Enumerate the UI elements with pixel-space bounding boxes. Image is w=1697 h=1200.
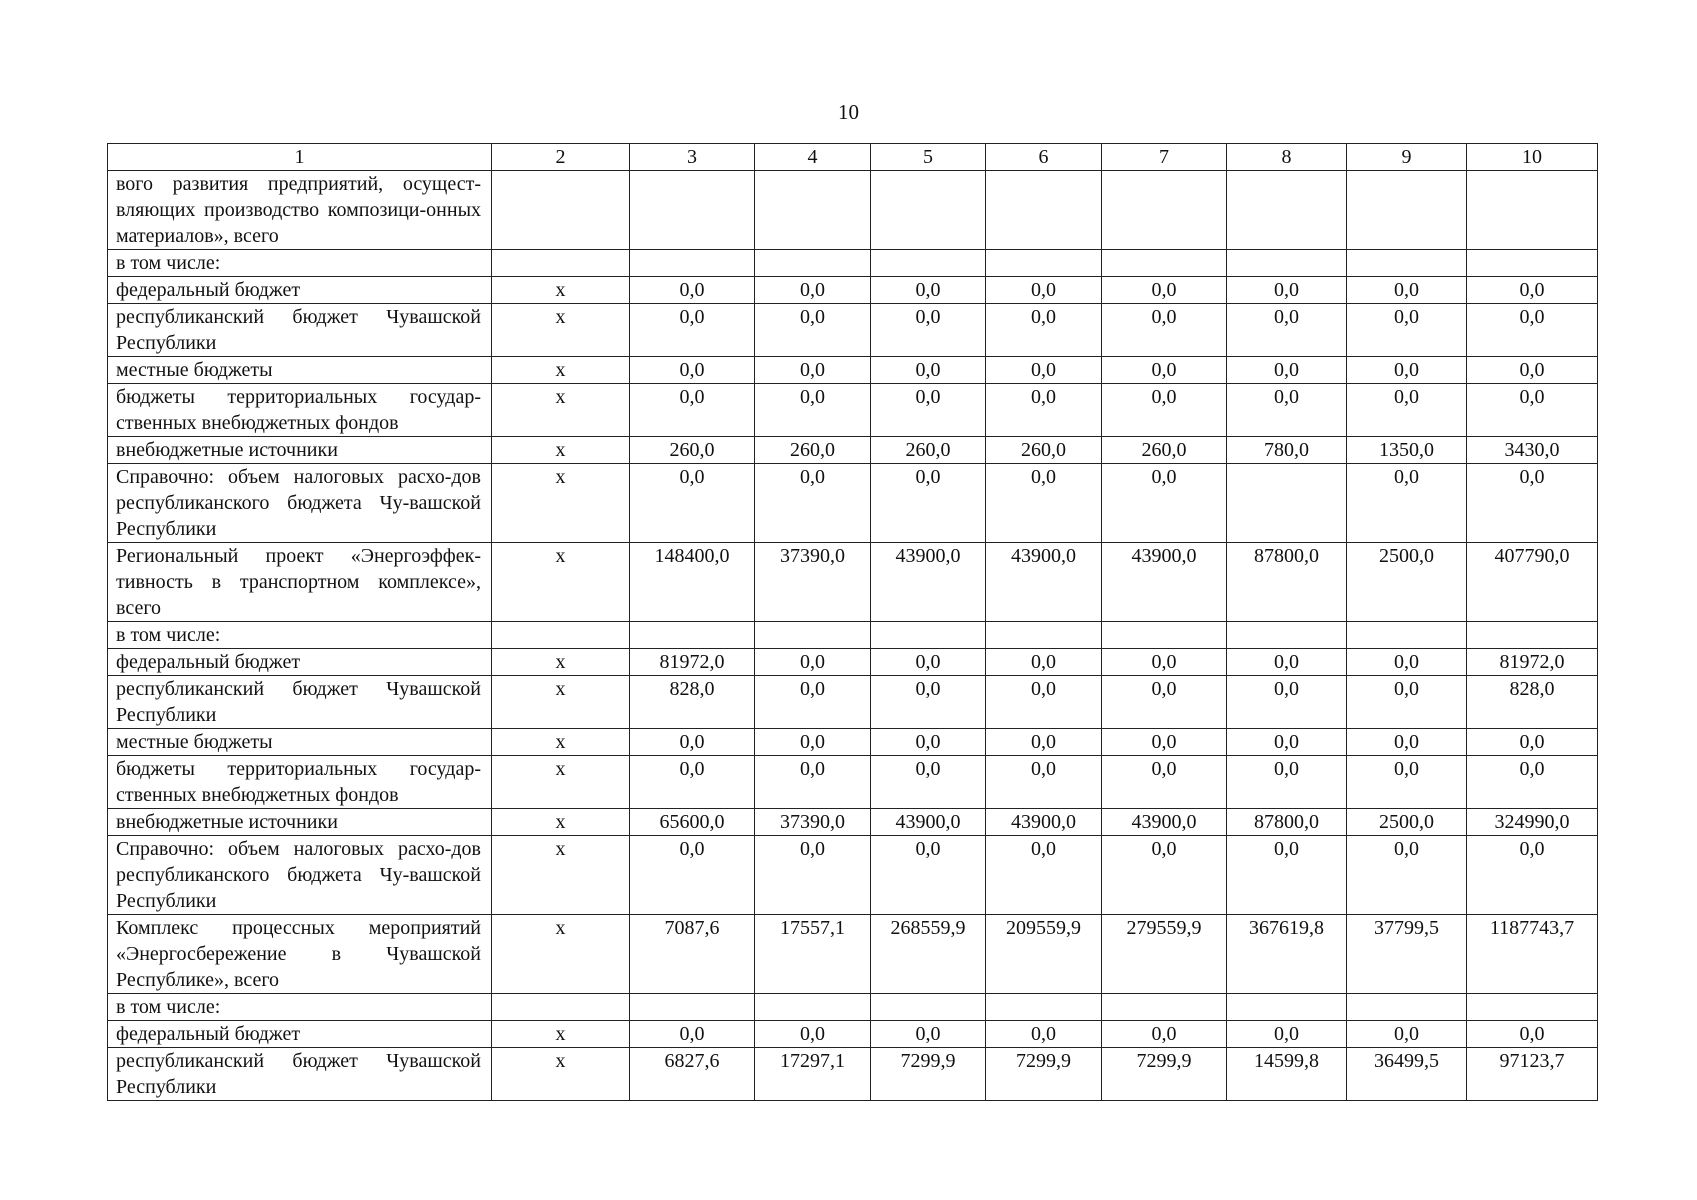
column-header-5: 5 bbox=[871, 144, 986, 171]
table-cell: х bbox=[492, 437, 630, 464]
column-header-6: 6 bbox=[986, 144, 1102, 171]
table-cell: 0,0 bbox=[1227, 676, 1347, 729]
row-label: федеральный бюджет bbox=[108, 277, 492, 304]
table-cell: 0,0 bbox=[1347, 729, 1467, 756]
table-row bbox=[108, 809, 1598, 836]
table-cell: 0,0 bbox=[871, 756, 986, 809]
table-cell: х bbox=[492, 277, 630, 304]
table-cell: 0,0 bbox=[755, 729, 871, 756]
table-cell bbox=[1227, 994, 1347, 1021]
table-cell: 0,0 bbox=[1102, 676, 1227, 729]
table-cell bbox=[755, 994, 871, 1021]
table-cell bbox=[755, 171, 871, 250]
column-header-9: 9 bbox=[1347, 144, 1467, 171]
table-cell: 828,0 bbox=[630, 676, 755, 729]
table-cell: 0,0 bbox=[1467, 384, 1598, 437]
table-cell: 367619,8 bbox=[1227, 915, 1347, 994]
row-label: бюджеты территориальных государ-ственных внебюджетных фондов bbox=[108, 756, 492, 809]
table-cell: х bbox=[492, 836, 630, 915]
row-label: местные бюджеты bbox=[108, 729, 492, 756]
table-cell: 2500,0 bbox=[1347, 809, 1467, 836]
table-cell: 0,0 bbox=[630, 729, 755, 756]
table-cell: х bbox=[492, 464, 630, 543]
table-cell: 1187743,7 bbox=[1467, 915, 1598, 994]
table-cell: 0,0 bbox=[1347, 676, 1467, 729]
table-cell: 0,0 bbox=[1347, 277, 1467, 304]
table-row bbox=[108, 357, 1598, 384]
table-cell: 0,0 bbox=[1227, 384, 1347, 437]
table-cell: 43900,0 bbox=[1102, 543, 1227, 622]
table-cell: 0,0 bbox=[1347, 304, 1467, 357]
table-cell: 0,0 bbox=[871, 384, 986, 437]
table-cell: 81972,0 bbox=[1467, 649, 1598, 676]
table-row bbox=[108, 384, 1598, 437]
table-cell: х bbox=[492, 809, 630, 836]
table-cell bbox=[1227, 622, 1347, 649]
table-cell: 780,0 bbox=[1227, 437, 1347, 464]
table-cell: 0,0 bbox=[986, 277, 1102, 304]
table-cell: 0,0 bbox=[755, 649, 871, 676]
table-row bbox=[108, 1048, 1598, 1101]
table-cell: 0,0 bbox=[1227, 1021, 1347, 1048]
table-cell bbox=[755, 622, 871, 649]
table-cell: 0,0 bbox=[755, 464, 871, 543]
table-cell: 36499,5 bbox=[1347, 1048, 1467, 1101]
table-cell: х bbox=[492, 676, 630, 729]
table-cell: х bbox=[492, 649, 630, 676]
table-row bbox=[108, 729, 1598, 756]
budget-table bbox=[107, 143, 1598, 1101]
table-cell: 7299,9 bbox=[1102, 1048, 1227, 1101]
table-cell bbox=[630, 171, 755, 250]
table-cell: 0,0 bbox=[755, 277, 871, 304]
table-cell: х bbox=[492, 1021, 630, 1048]
table-cell: х bbox=[492, 357, 630, 384]
table-cell: 0,0 bbox=[986, 676, 1102, 729]
table-cell: 0,0 bbox=[1347, 464, 1467, 543]
table-cell bbox=[1227, 250, 1347, 277]
table-cell: 0,0 bbox=[1467, 836, 1598, 915]
table-row bbox=[108, 994, 1598, 1021]
table-cell bbox=[1102, 250, 1227, 277]
table-cell: 43900,0 bbox=[986, 543, 1102, 622]
row-label: местные бюджеты bbox=[108, 357, 492, 384]
table-cell: 0,0 bbox=[871, 649, 986, 676]
table-cell: 3430,0 bbox=[1467, 437, 1598, 464]
column-header-4: 4 bbox=[755, 144, 871, 171]
table-cell: 0,0 bbox=[1467, 729, 1598, 756]
table-cell: 0,0 bbox=[986, 1021, 1102, 1048]
table-cell: 0,0 bbox=[871, 304, 986, 357]
table-cell: 37390,0 bbox=[755, 809, 871, 836]
table-cell bbox=[871, 622, 986, 649]
table-cell: 7299,9 bbox=[871, 1048, 986, 1101]
table-cell bbox=[1467, 622, 1598, 649]
row-label: Справочно: объем налоговых расхо-дов республиканского бюджета Чу-вашской Республики bbox=[108, 464, 492, 543]
table-cell: 0,0 bbox=[871, 464, 986, 543]
table-cell: 0,0 bbox=[630, 836, 755, 915]
column-header-2: 2 bbox=[492, 144, 630, 171]
table-cell: 0,0 bbox=[755, 756, 871, 809]
table-cell bbox=[492, 622, 630, 649]
table-cell: 14599,8 bbox=[1227, 1048, 1347, 1101]
table-cell bbox=[986, 171, 1102, 250]
table-cell: 0,0 bbox=[986, 729, 1102, 756]
table-cell: 148400,0 bbox=[630, 543, 755, 622]
table-cell bbox=[986, 622, 1102, 649]
table-cell: 0,0 bbox=[1467, 1021, 1598, 1048]
table-cell: 97123,7 bbox=[1467, 1048, 1598, 1101]
table-cell: 0,0 bbox=[630, 1021, 755, 1048]
table-row bbox=[108, 915, 1598, 994]
table-cell: 209559,9 bbox=[986, 915, 1102, 994]
table-cell bbox=[630, 622, 755, 649]
table-cell: 0,0 bbox=[1102, 464, 1227, 543]
table-cell bbox=[1347, 250, 1467, 277]
row-label: республиканский бюджет Чувашской Республики bbox=[108, 676, 492, 729]
row-label: вого развития предприятий, осущест-вляющих производство композици-онных материалов», всего bbox=[108, 171, 492, 250]
table-cell: 43900,0 bbox=[1102, 809, 1227, 836]
table-cell: 260,0 bbox=[986, 437, 1102, 464]
table-cell: 43900,0 bbox=[871, 543, 986, 622]
table-cell bbox=[1467, 171, 1598, 250]
table-cell: 6827,6 bbox=[630, 1048, 755, 1101]
table-cell: 2500,0 bbox=[1347, 543, 1467, 622]
table-cell: х bbox=[492, 1048, 630, 1101]
table-cell: х bbox=[492, 543, 630, 622]
table-cell: 0,0 bbox=[1347, 1021, 1467, 1048]
table-cell: х bbox=[492, 384, 630, 437]
table-cell: х bbox=[492, 304, 630, 357]
table-cell bbox=[1102, 994, 1227, 1021]
table-cell: 37390,0 bbox=[755, 543, 871, 622]
table-cell bbox=[1467, 994, 1598, 1021]
row-label: Региональный проект «Энергоэффек-тивность в транспортном комплексе», всего bbox=[108, 543, 492, 622]
table-cell bbox=[871, 994, 986, 1021]
table-cell: 260,0 bbox=[1102, 437, 1227, 464]
table-cell: 0,0 bbox=[755, 357, 871, 384]
row-label: федеральный бюджет bbox=[108, 649, 492, 676]
row-label: внебюджетные источники bbox=[108, 809, 492, 836]
table-cell: 17557,1 bbox=[755, 915, 871, 994]
table-cell: 0,0 bbox=[1467, 756, 1598, 809]
table-cell: 0,0 bbox=[871, 1021, 986, 1048]
table-cell: х bbox=[492, 915, 630, 994]
table-cell: 260,0 bbox=[630, 437, 755, 464]
table-body bbox=[108, 144, 1598, 1101]
row-label: республиканский бюджет Чувашской Республики bbox=[108, 304, 492, 357]
table-cell: 0,0 bbox=[986, 304, 1102, 357]
column-header-8: 8 bbox=[1227, 144, 1347, 171]
table-cell bbox=[1467, 250, 1598, 277]
table-cell: 0,0 bbox=[871, 357, 986, 384]
table-cell: 0,0 bbox=[1102, 756, 1227, 809]
table-cell bbox=[1347, 171, 1467, 250]
table-cell: 0,0 bbox=[755, 1021, 871, 1048]
table-cell: 0,0 bbox=[1227, 277, 1347, 304]
table-cell: 0,0 bbox=[871, 836, 986, 915]
table-cell: 0,0 bbox=[1102, 649, 1227, 676]
column-header-3: 3 bbox=[630, 144, 755, 171]
table-cell: 0,0 bbox=[1102, 357, 1227, 384]
table-cell: 1350,0 bbox=[1347, 437, 1467, 464]
table-row bbox=[108, 250, 1598, 277]
table-row bbox=[108, 756, 1598, 809]
page-number: 10 bbox=[838, 100, 859, 124]
table-cell bbox=[755, 250, 871, 277]
table-cell: 0,0 bbox=[630, 277, 755, 304]
table-header-row bbox=[108, 144, 1598, 171]
table-cell: 43900,0 bbox=[986, 809, 1102, 836]
table-cell: 0,0 bbox=[1227, 649, 1347, 676]
table-cell: 260,0 bbox=[871, 437, 986, 464]
table-cell: 324990,0 bbox=[1467, 809, 1598, 836]
table-cell: 0,0 bbox=[755, 384, 871, 437]
table-row bbox=[108, 836, 1598, 915]
table-row bbox=[108, 1021, 1598, 1048]
table-cell: 0,0 bbox=[755, 304, 871, 357]
row-label: в том числе: bbox=[108, 994, 492, 1021]
table-cell: 0,0 bbox=[1227, 836, 1347, 915]
table-cell: 0,0 bbox=[1227, 357, 1347, 384]
row-label: Справочно: объем налоговых расхо-дов республиканского бюджета Чу-вашской Республики bbox=[108, 836, 492, 915]
table-cell: 268559,9 bbox=[871, 915, 986, 994]
table-cell: 37799,5 bbox=[1347, 915, 1467, 994]
row-label: бюджеты территориальных государ-ственных внебюджетных фондов bbox=[108, 384, 492, 437]
table-cell: 0,0 bbox=[755, 676, 871, 729]
table-cell: 0,0 bbox=[871, 676, 986, 729]
column-header-7: 7 bbox=[1102, 144, 1227, 171]
table-cell bbox=[630, 250, 755, 277]
table-cell: 0,0 bbox=[1102, 729, 1227, 756]
row-label: в том числе: bbox=[108, 622, 492, 649]
table-cell: 65600,0 bbox=[630, 809, 755, 836]
table-cell: 0,0 bbox=[871, 277, 986, 304]
table-cell: 0,0 bbox=[986, 649, 1102, 676]
row-label: внебюджетные источники bbox=[108, 437, 492, 464]
table-cell: 0,0 bbox=[1102, 277, 1227, 304]
table-cell: 87800,0 bbox=[1227, 543, 1347, 622]
table-cell bbox=[1347, 622, 1467, 649]
table-cell: 0,0 bbox=[1347, 649, 1467, 676]
table-cell bbox=[986, 994, 1102, 1021]
table-row bbox=[108, 543, 1598, 622]
table-cell: 0,0 bbox=[986, 756, 1102, 809]
table-cell: 0,0 bbox=[986, 464, 1102, 543]
row-label: в том числе: bbox=[108, 250, 492, 277]
table-cell bbox=[871, 250, 986, 277]
table-cell: 0,0 bbox=[1467, 277, 1598, 304]
table-cell: 0,0 bbox=[630, 304, 755, 357]
table-cell: 7087,6 bbox=[630, 915, 755, 994]
table-cell: 0,0 bbox=[1227, 756, 1347, 809]
table-cell: 0,0 bbox=[986, 384, 1102, 437]
table-cell: 0,0 bbox=[1227, 729, 1347, 756]
row-label: республиканский бюджет Чувашской Республики bbox=[108, 1048, 492, 1101]
table-cell bbox=[492, 171, 630, 250]
table-cell: 0,0 bbox=[1227, 304, 1347, 357]
table-cell: 407790,0 bbox=[1467, 543, 1598, 622]
table-cell: 0,0 bbox=[1102, 384, 1227, 437]
table-cell: 0,0 bbox=[1347, 384, 1467, 437]
table-cell: 0,0 bbox=[755, 836, 871, 915]
table-cell: 7299,9 bbox=[986, 1048, 1102, 1101]
table-cell: 0,0 bbox=[1347, 836, 1467, 915]
table-cell: 0,0 bbox=[1102, 836, 1227, 915]
table-cell: 0,0 bbox=[630, 756, 755, 809]
table-cell: 0,0 bbox=[1102, 304, 1227, 357]
table-cell bbox=[871, 171, 986, 250]
row-label: федеральный бюджет bbox=[108, 1021, 492, 1048]
table-cell: 0,0 bbox=[871, 729, 986, 756]
table-cell: 0,0 bbox=[986, 357, 1102, 384]
table-cell bbox=[986, 250, 1102, 277]
table-cell: 0,0 bbox=[630, 357, 755, 384]
table-cell bbox=[1227, 171, 1347, 250]
table-cell: 0,0 bbox=[630, 464, 755, 543]
table-cell: 279559,9 bbox=[1102, 915, 1227, 994]
table-cell: 87800,0 bbox=[1227, 809, 1347, 836]
table-cell: 17297,1 bbox=[755, 1048, 871, 1101]
table-cell: 828,0 bbox=[1467, 676, 1598, 729]
table-cell: 0,0 bbox=[986, 836, 1102, 915]
table-cell: 43900,0 bbox=[871, 809, 986, 836]
table-row bbox=[108, 304, 1598, 357]
table-row bbox=[108, 649, 1598, 676]
table-cell bbox=[1102, 622, 1227, 649]
table-cell: 81972,0 bbox=[630, 649, 755, 676]
table-cell: х bbox=[492, 729, 630, 756]
row-label: Комплекс процессных мероприятий «Энергосбережение в Чувашской Республике», всего bbox=[108, 915, 492, 994]
table-cell bbox=[1347, 994, 1467, 1021]
table-row bbox=[108, 171, 1598, 250]
table-cell bbox=[1102, 171, 1227, 250]
table-cell: 0,0 bbox=[1467, 357, 1598, 384]
column-header-1: 1 bbox=[108, 144, 492, 171]
table-cell bbox=[630, 994, 755, 1021]
table-cell: 0,0 bbox=[630, 384, 755, 437]
table-row bbox=[108, 676, 1598, 729]
table-cell: 0,0 bbox=[1347, 756, 1467, 809]
table-cell: 0,0 bbox=[1102, 1021, 1227, 1048]
table-cell bbox=[492, 250, 630, 277]
table-cell bbox=[1227, 464, 1347, 543]
table-row bbox=[108, 464, 1598, 543]
table-cell: х bbox=[492, 756, 630, 809]
table-cell: 0,0 bbox=[1347, 357, 1467, 384]
table-row bbox=[108, 622, 1598, 649]
table-cell: 0,0 bbox=[1467, 464, 1598, 543]
table-cell: 0,0 bbox=[1467, 304, 1598, 357]
column-header-10: 10 bbox=[1467, 144, 1598, 171]
table-row bbox=[108, 437, 1598, 464]
table-cell: 260,0 bbox=[755, 437, 871, 464]
table-cell bbox=[492, 994, 630, 1021]
table-row bbox=[108, 277, 1598, 304]
